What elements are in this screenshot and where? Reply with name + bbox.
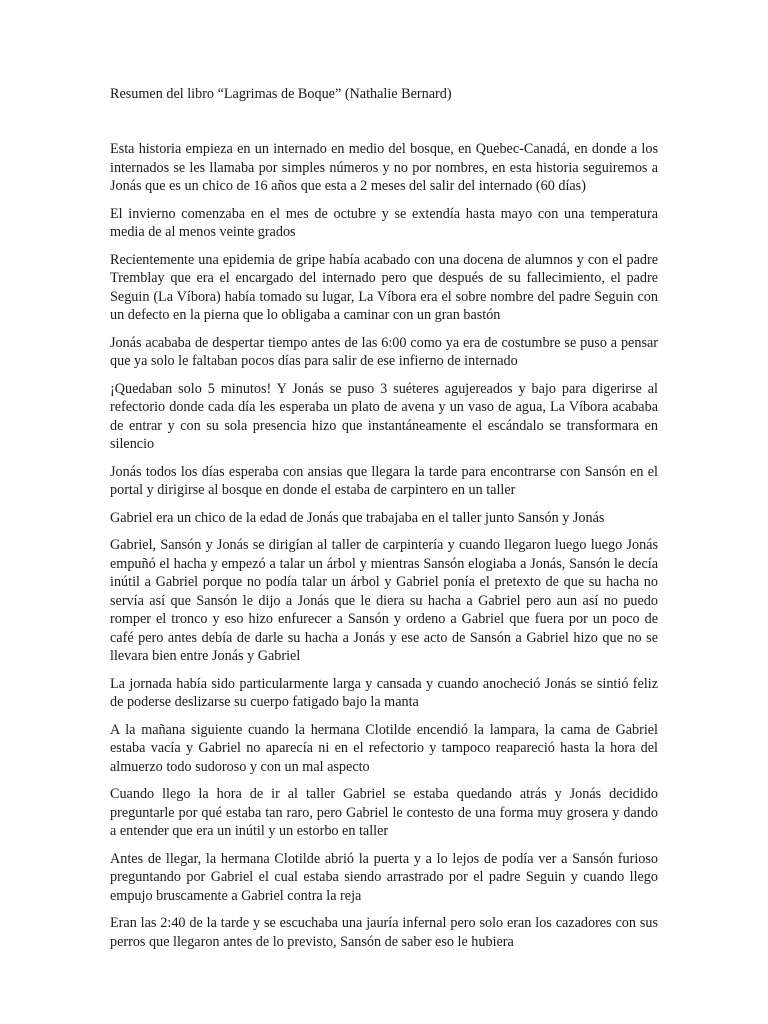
- document-page: [110, 85, 658, 960]
- paragraph: Recientemente una epidemia de gripe había acabado con una docena de alumnos y con el padre Tremblay que era el encargado del internado pero que después de su fallecimiento, el padre Seguin (La Víbora) había tomado su lugar, La Víbora era el sobre nombre del padre Seguin con un defecto en la pierna que lo obligaba a caminar con un gran bastón: [110, 251, 658, 323]
- paragraph: La jornada había sido particularmente larga y cansada y cuando anocheció Jonás se sintió feliz de poderse deslizarse su cuerpo fatigado bajo la manta: [110, 675, 658, 710]
- paragraph: ¡Quedaban solo 5 minutos! Y Jonás se puso 3 suéteres agujereados y bajo para digerirse al refectorio donde cada día les esperaba un plato de avena y un vaso de agua, La Víbora acababa de entrar y con su sola presencia hizo que instantáneamente el escándalo se transformara en silencio: [110, 380, 658, 452]
- paragraph: Eran las 2:40 de la tarde y se escuchaba una jauría infernal pero solo eran los cazadores con sus perros que llegaron antes de lo previsto, Sansón de saber eso le hubiera: [110, 915, 658, 950]
- paragraph: Gabriel, Sansón y Jonás se dirigían al taller de carpintería y cuando llegaron luego luego Jonás empuñó el hacha y empezó a talar un árbol y mientras Sansón elogiaba a Jonás, Sansón le decía inútil a Gabriel porque no podía talar un árbol y Gabriel ponía el pretexto de que su hacha no servía así que Sansón le dijo a Jonás que le diera su hacha a Gabriel pero aun así no puedo romper el tronco y eso hizo enfurecer a Sansón y ordeno a Gabriel que fuera por un poco de café pero antes debía de darle su hacha a Jonás y ese acto de Sansón a Gabriel hizo que no se llevara bien entre Jonás y Gabriel: [110, 537, 658, 664]
- paragraph: Jonás acababa de despertar tiempo antes de las 6:00 como ya era de costumbre se puso a pensar que ya solo le faltaban pocos días para salir de ese infierno de internado: [110, 334, 658, 369]
- paragraph: El invierno comenzaba en el mes de octubre y se extendía hasta mayo con una temperatura media de al menos veinte grados: [110, 205, 658, 240]
- paragraph: A la mañana siguiente cuando la hermana Clotilde encendió la lampara, la cama de Gabriel estaba vacía y Gabriel no aparecía ni en el refectorio y tampoco reapareció hasta la hora del almuerzo todo sudoroso y con un mal aspecto: [110, 721, 658, 775]
- paragraph: Jonás todos los días esperaba con ansias que llegara la tarde para encontrarse con Sansón en el portal y dirigirse al bosque en donde el estaba de carpintero en un taller: [110, 463, 658, 498]
- document-body: [110, 140, 658, 951]
- paragraph: Antes de llegar, la hermana Clotilde abrió la puerta y a lo lejos de podía ver a Sansón furioso preguntando por Gabriel el cual estaba siendo arrastrado por el padre Seguin y cuando llego empujo bruscamente a Gabriel contra la reja: [110, 850, 658, 904]
- paragraph: Gabriel era un chico de la edad de Jonás que trabajaba en el taller junto Sansón y Jonás: [110, 509, 605, 526]
- paragraph: Esta historia empieza en un internado en medio del bosque, en Quebec-Canadá, en donde a los internados se les llamaba por simples números y no por nombres, en esta historia seguiremos a Jonás que es un chico de 16 años que esta a 2 meses del salir del internado (60 días): [110, 141, 658, 194]
- paragraph: Cuando llego la hora de ir al taller Gabriel se estaba quedando atrás y Jonás decidido preguntarle por qué estaba tan raro, pero Gabriel le contesto de una forma muy grosera y dando a entender que era un inútil y un estorbo en taller: [110, 786, 658, 839]
- document-title: Resumen del libro “Lagrimas de Boque” (Nathalie Bernard): [110, 86, 452, 102]
